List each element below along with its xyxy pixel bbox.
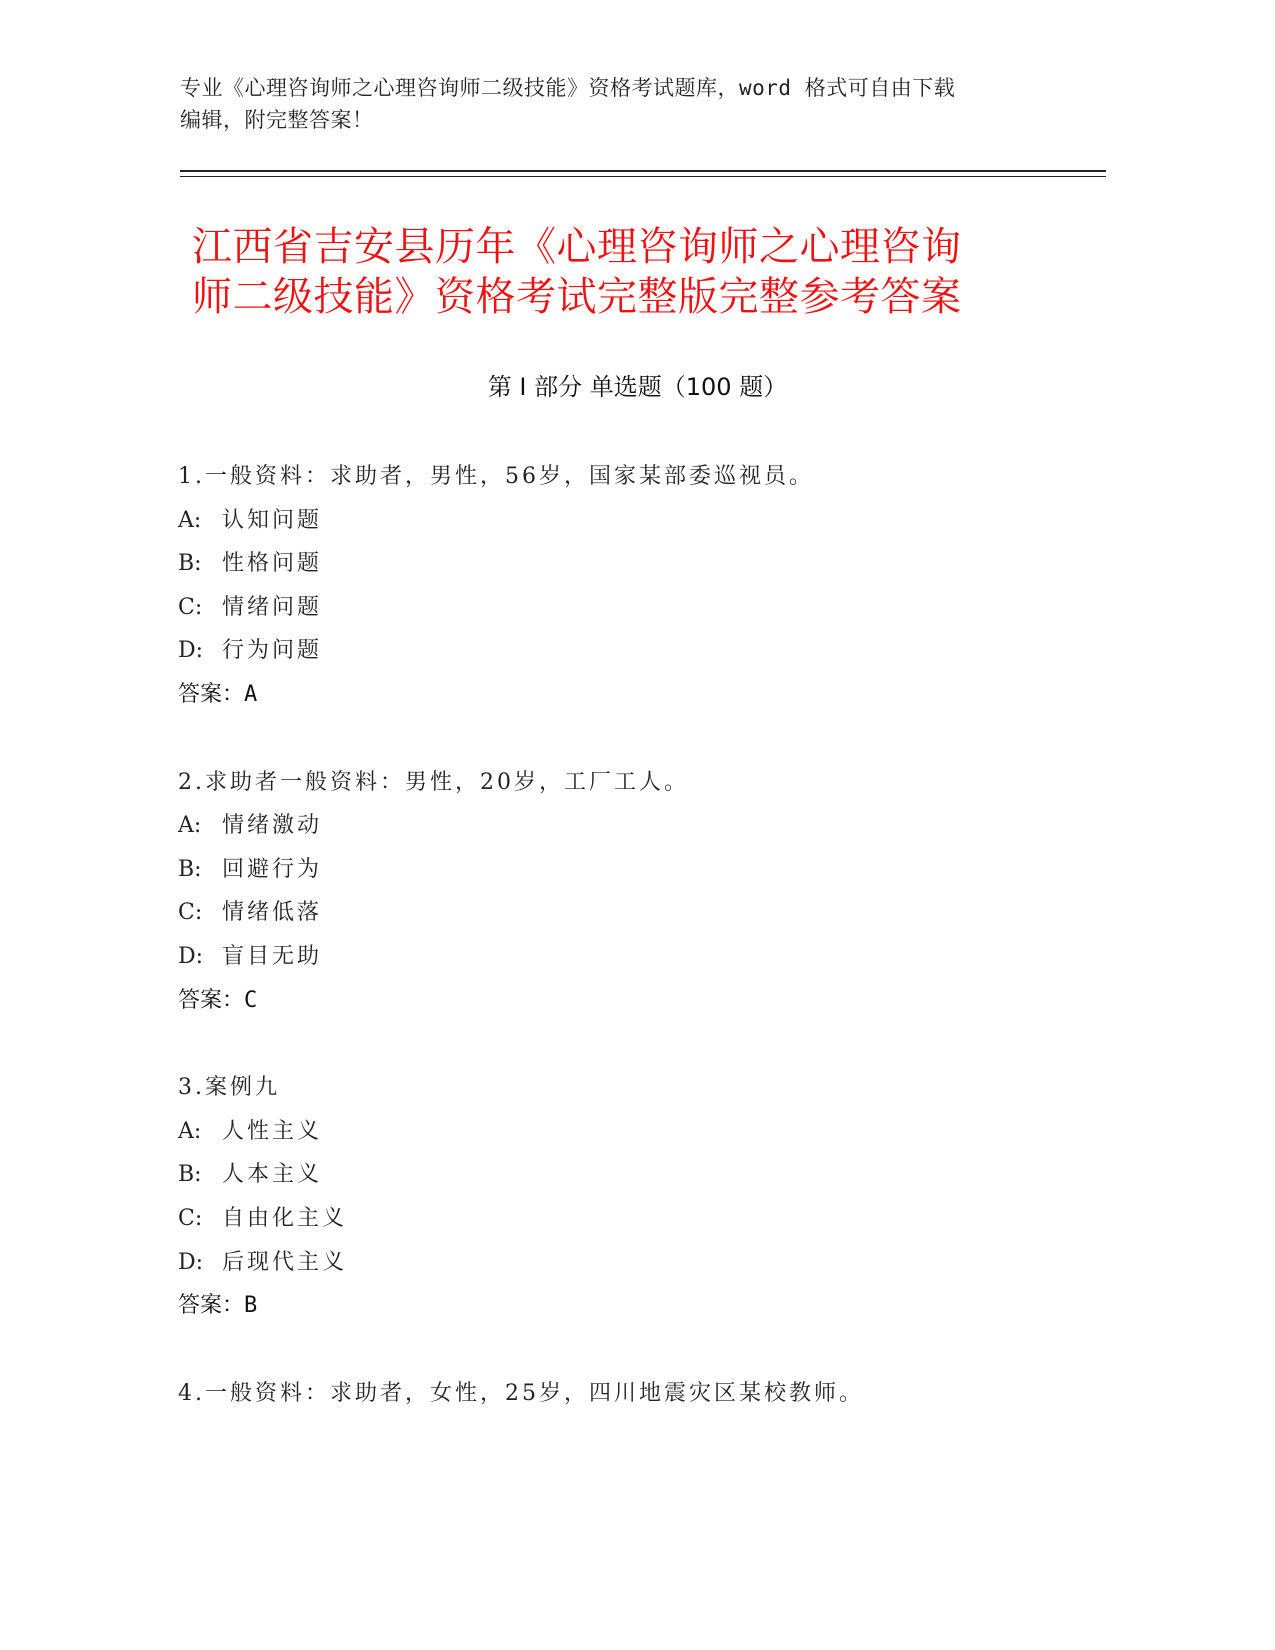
option-text: 自由化主义 [222, 1205, 348, 1231]
option-a [178, 804, 1098, 848]
option-key: B: [178, 551, 202, 577]
answer-value: A [244, 681, 258, 707]
option-text: 性格问题 [222, 551, 323, 577]
option-key: D: [178, 943, 204, 969]
document-title-line-2: 师二级技能》资格考试完整版完整参考答案 [192, 274, 962, 320]
question-list [178, 455, 1098, 1459]
header-divider-thick [180, 170, 1106, 172]
question-2 [178, 761, 1098, 1023]
question-stem: 1.一般资料：求助者，男性，56岁，国家某部委巡视员。 [178, 464, 814, 489]
option-text: 情绪低落 [222, 900, 323, 926]
header-note-line-2: 编辑，附完整答案！ [180, 108, 374, 132]
option-text: 行为问题 [222, 638, 323, 664]
option-text: 盲目无助 [222, 943, 323, 969]
option-key: A: [178, 507, 202, 533]
option-key: B: [178, 856, 202, 882]
answer-value: B [244, 1293, 258, 1319]
question-stem: 2.求助者一般资料：男性，20岁，工厂工人。 [178, 769, 689, 795]
question-3 [178, 1066, 1098, 1328]
option-key: C: [178, 1205, 203, 1231]
option-key: C: [178, 900, 203, 926]
option-text: 后现代主义 [222, 1249, 348, 1275]
option-text: 人性主义 [222, 1118, 323, 1144]
option-c [178, 891, 1098, 935]
answer-label: 答案： [178, 987, 245, 1013]
question-4 [178, 1372, 1098, 1416]
document-title-line-1: 江西省吉安县历年《心理咨询师之心理咨询 [192, 224, 962, 270]
header-divider-thin [180, 176, 1106, 177]
option-b [178, 1153, 1098, 1197]
answer-line [178, 979, 1098, 1023]
option-key: A: [178, 1118, 202, 1144]
answer-line [178, 673, 1098, 717]
option-key: C: [178, 594, 203, 620]
question-1 [178, 455, 1098, 717]
option-key: A: [178, 813, 202, 839]
question-stem: 3.案例九 [178, 1075, 280, 1101]
answer-label: 答案： [178, 1293, 245, 1319]
option-text: 情绪激动 [222, 813, 323, 839]
option-key: D: [178, 638, 204, 664]
option-a [178, 1110, 1098, 1154]
option-c [178, 1197, 1098, 1241]
option-key: D: [178, 1249, 204, 1275]
question-stem: 4.一般资料：求助者，女性，25岁，四川地震灾区某校教师。 [178, 1380, 864, 1406]
option-key: B: [178, 1162, 202, 1188]
option-text: 人本主义 [222, 1162, 323, 1188]
header-note-line-1: 专业《心理咨询师之心理咨询师二级技能》资格考试题库，word 格式可自由下载 [180, 76, 956, 100]
option-text: 回避行为 [222, 856, 323, 882]
option-d [178, 1241, 1098, 1285]
option-d [178, 629, 1098, 673]
option-text: 认知问题 [222, 507, 323, 533]
option-text: 情绪问题 [222, 594, 323, 620]
document-title [192, 222, 1092, 322]
answer-value: C [244, 987, 258, 1013]
option-a [178, 499, 1098, 543]
option-b [178, 848, 1098, 892]
option-c [178, 586, 1098, 630]
header-note [180, 72, 1060, 136]
answer-line [178, 1284, 1098, 1328]
section-title: 第 I 部分 单选题（100 题） [487, 373, 788, 401]
option-b [178, 542, 1098, 586]
option-d [178, 935, 1098, 979]
answer-label: 答案： [178, 681, 245, 707]
